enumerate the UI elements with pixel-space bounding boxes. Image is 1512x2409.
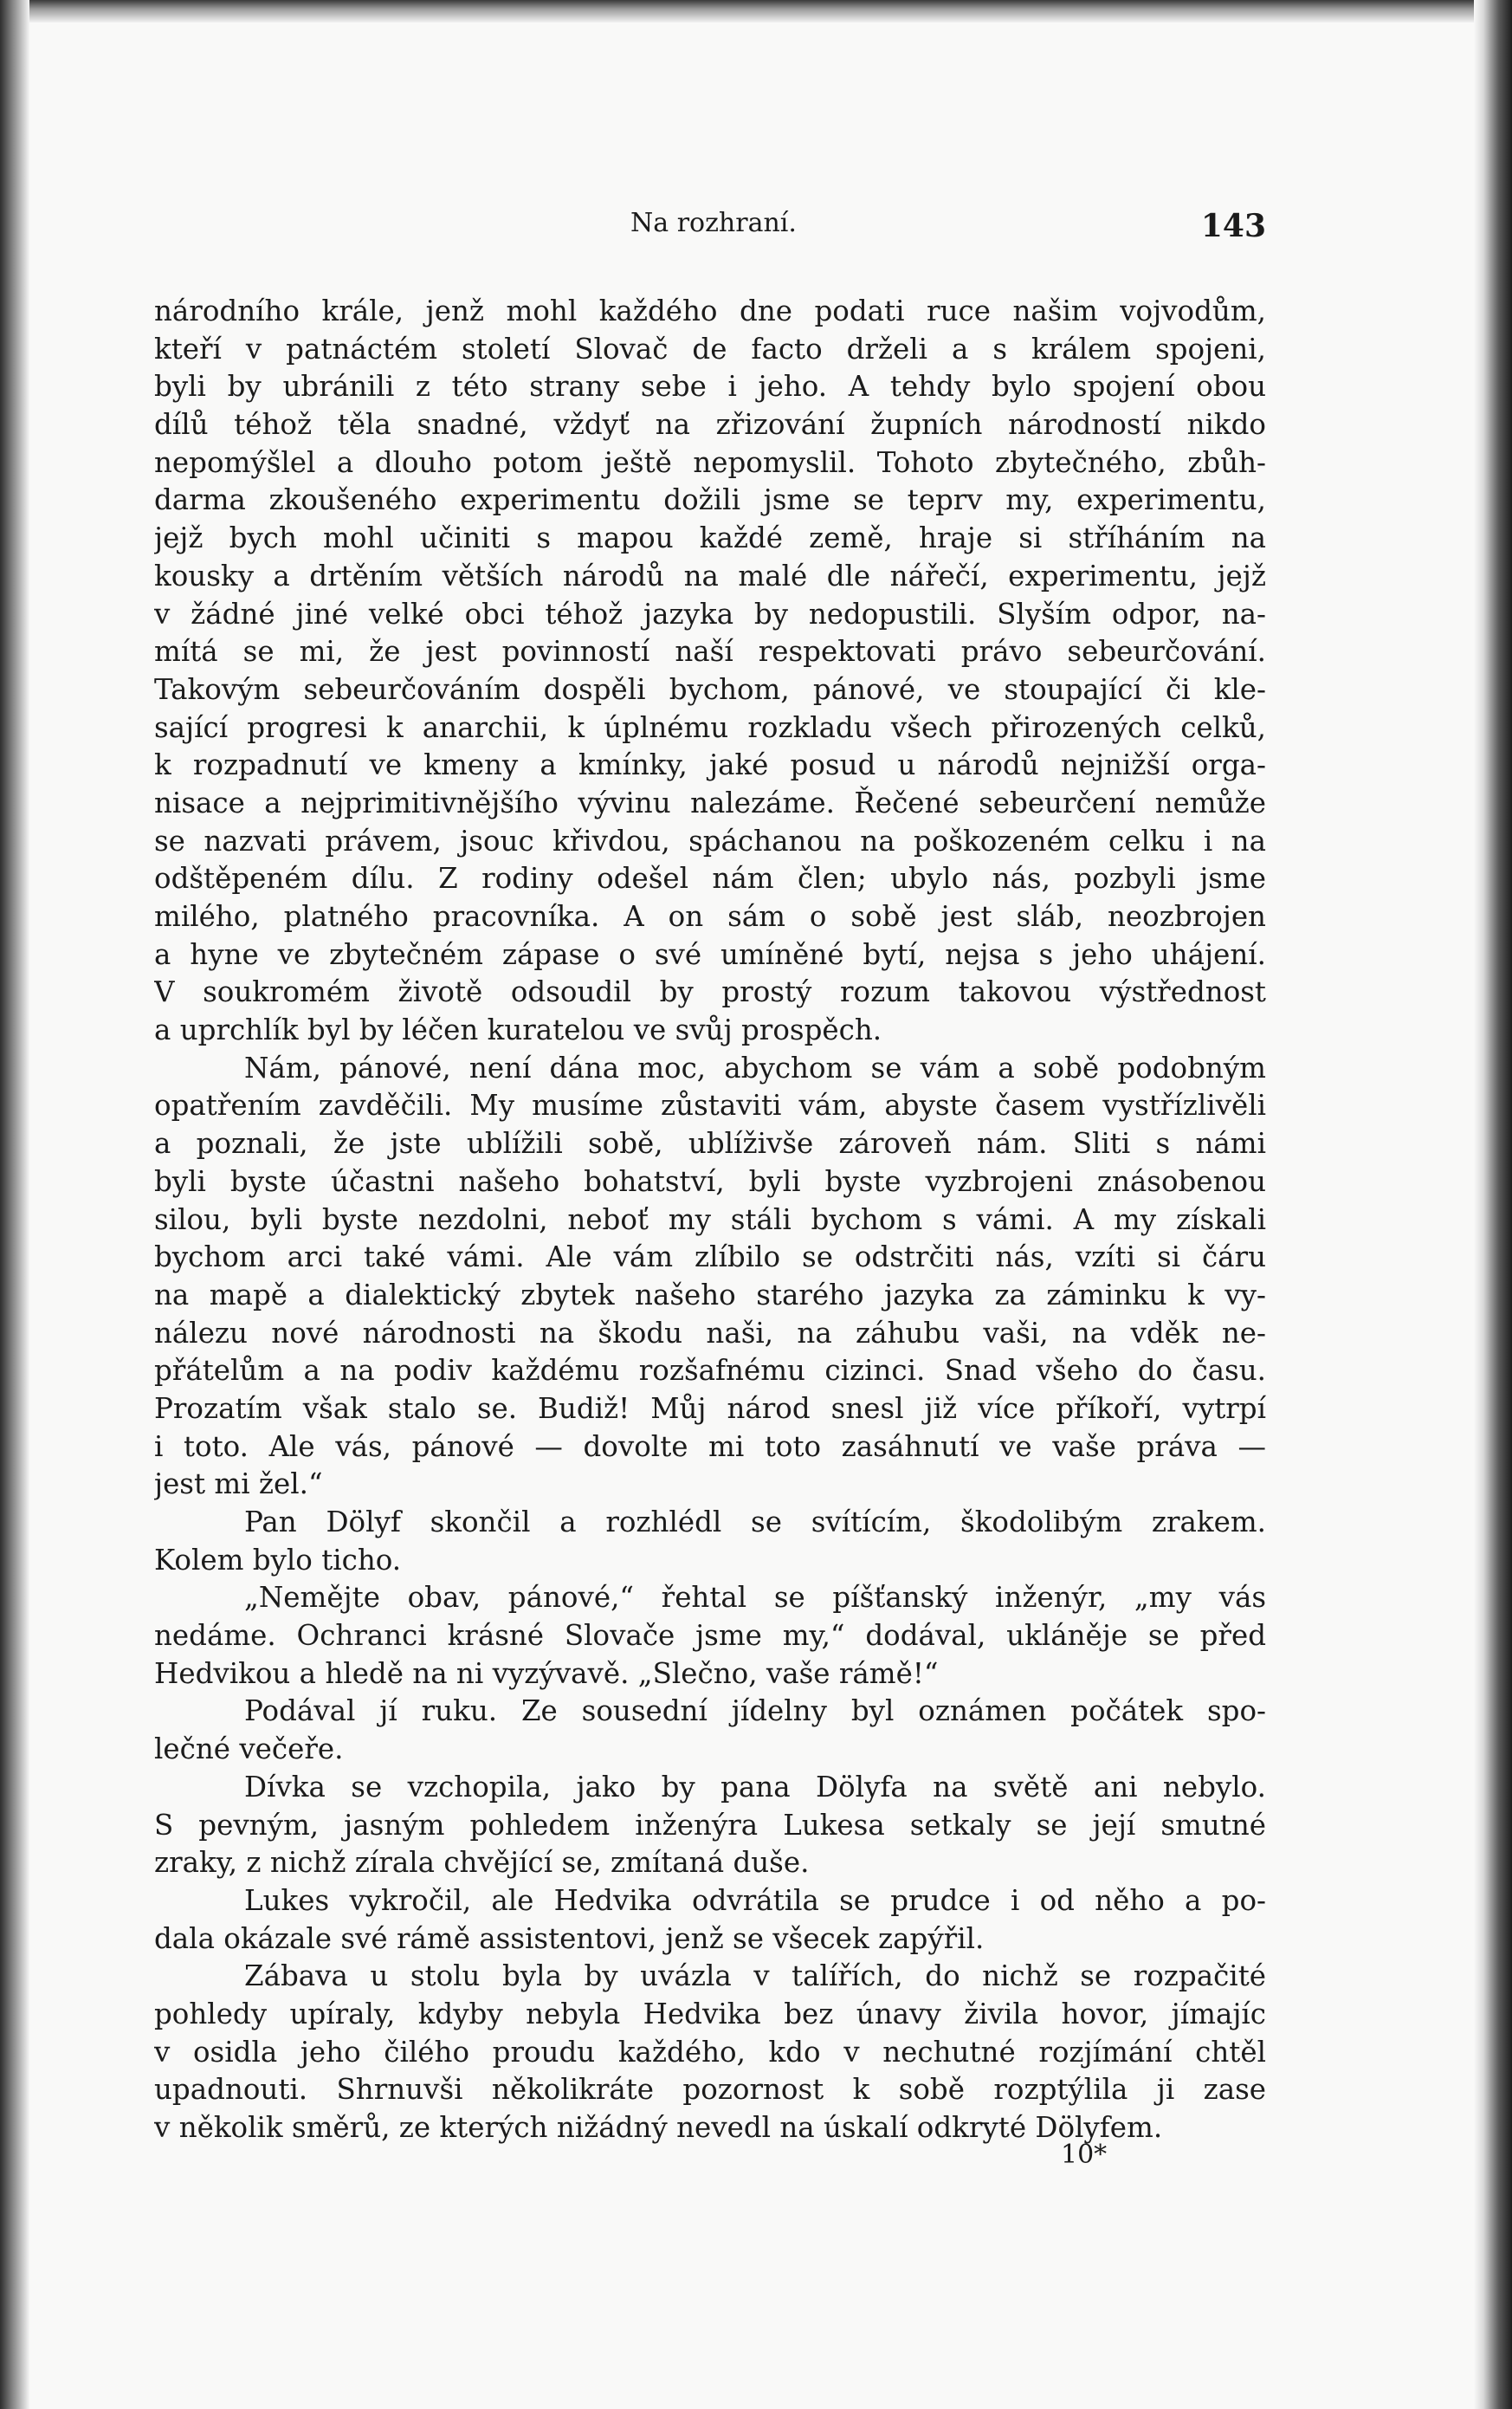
text-line: „Nemějte obav, pánové,“ řehtal se píšťanský inženýr, „my vás <box>244 1581 1266 1615</box>
text-line: Lukes vykročil, ale Hedvika odvrátila se prudce i od něho a po- <box>244 1883 1266 1917</box>
text-line: a hyne ve zbytečném zápase o své umíněné bytí, nejsa s jeho uhájení. <box>154 937 1266 971</box>
text-line: Podával jí ruku. Ze sousední jídelny byl oznámen počátek spo- <box>244 1694 1266 1728</box>
text-line: byli byste účastni našeho bohatství, byli byste vyzbrojeni znásobenou <box>154 1164 1266 1198</box>
text-line: upadnouti. Shrnuvši několikráte pozornost k sobě rozptýlila ji zase <box>154 2073 1266 2107</box>
text-line: V soukromém životě odsoudil by prostý rozum takovou výstřednost <box>154 975 1266 1009</box>
scan-edge-right <box>1474 0 1512 2409</box>
text-line: opatřením zavděčili. My musíme zůstaviti vám, abyste časem vystřízlivěli <box>154 1089 1266 1123</box>
text-line: v několik směrů, ze kterých nižádný nevedl na úskalí odkryté Dölyfem. <box>154 2111 1163 2144</box>
text-line: v žádné jiné velké obci téhož jazyka by nedopustili. Slyším odpor, na- <box>154 597 1266 631</box>
text-line: v osidla jeho čilého proudu každého, kdo v nechutné rozjímání chtěl <box>154 2035 1266 2069</box>
text-line: silou, byli byste nezdolni, neboť my stáli bychom s vámi. A my získali <box>154 1202 1266 1236</box>
text-line: pohledy upíraly, kdyby nebyla Hedvika bez únavy živila hovor, jímajíc <box>154 1997 1266 2030</box>
text-line: Pan Dölyf skončil a rozhlédl se svítícím, škodolibým zrakem. <box>244 1506 1266 1538</box>
text-line: a poznali, že jste ublížili sobě, ublíživše zároveň nám. Sliti s námi <box>154 1127 1266 1161</box>
text-line: nedáme. Ochranci krásné Slovače jsme my,“ dodával, ukláněje se před <box>154 1619 1266 1653</box>
text-line: mítá se mi, že jest povinností naší respektovati právo sebeurčování. <box>154 635 1266 669</box>
text-line: lečné večeře. <box>154 1732 344 1766</box>
text-line: a uprchlík byl by léčen kuratelou ve svůj prospěch. <box>154 1013 882 1047</box>
text-line: národního krále, jenž mohl každého dne podati ruce našim vojvodům, <box>154 295 1266 327</box>
text-line: byli by ubránili z této strany sebe i jeho. A tehdy bylo spojení obou <box>154 370 1266 404</box>
text-line: kousky a drtěním větších národů na malé dle nářečí, experimentu, jejž <box>154 559 1266 593</box>
text-line: se nazvati právem, jsouc křivdou, spáchanou na poškozeném celku i na <box>154 824 1266 858</box>
scan-edge-left <box>0 0 29 2409</box>
text-line: Prozatím však stalo se. Budiž! Můj národ snesl již více příkoří, vytrpí <box>154 1391 1266 1425</box>
page-number: 143 <box>1200 208 1266 244</box>
text-line: i toto. Ale vás, pánové — dovolte mi toto zasáhnutí ve vaše práva — <box>154 1429 1266 1463</box>
text-line: Takovým sebeurčováním dospěli bychom, pánové, ve stoupající či kle- <box>154 672 1266 706</box>
text-line: dílů téhož těla snadné, vždyť na zřizování župních národností nikdo <box>154 408 1266 442</box>
text-line: kteří v patnáctém století Slovač de facto drželi a s králem spojeni, <box>154 332 1266 366</box>
text-line: sající progresi k anarchii, k úplnému rozkladu všech přirozených celků, <box>154 710 1266 744</box>
text-line: Zábava u stolu byla by uvázla v talířích, do nichž se rozpačité <box>244 1959 1266 1993</box>
scan-edge-top <box>0 0 1512 23</box>
text-line: S pevným, jasným pohledem inženýra Lukesa setkaly se její smutné <box>154 1808 1266 1842</box>
text-line: odštěpeném dílu. Z rodiny odešel nám člen; ubylo nás, pozbyli jsme <box>154 862 1266 896</box>
text-line: jejž bych mohl učiniti s mapou každé země, hraje si stříháním na <box>154 521 1266 555</box>
running-title: Na rozhraní. <box>630 208 797 238</box>
text-line: Kolem bylo ticho. <box>154 1543 402 1577</box>
page-header <box>161 208 1266 251</box>
text-line: k rozpadnutí ve kmeny a kmínky, jaké posud u národů nejnižší orga- <box>154 748 1266 782</box>
text-line: Dívka se vzchopila, jako by pana Dölyfa na světě ani nebylo. <box>244 1770 1266 1804</box>
body-text <box>154 293 1266 2147</box>
text-line: nálezu nové národnosti na škodu naši, na záhubu vaši, na vděk ne- <box>154 1316 1266 1350</box>
text-line: nisace a nejprimitivnějšího vývinu nalezáme. Řečené sebeurčení nemůže <box>154 786 1266 819</box>
text-line: na mapě a dialektický zbytek našeho starého jazyka za záminku k vy- <box>154 1278 1266 1311</box>
text-line: přátelům a na podiv každému rozšafnému cizinci. Snad všeho do času. <box>154 1354 1266 1388</box>
text-line: bychom arci také vámi. Ale vám zlíbilo se odstrčiti nás, vzíti si čáru <box>154 1240 1266 1274</box>
text-line: Nám, pánové, není dána moc, abychom se vám a sobě podobným <box>244 1051 1266 1085</box>
text-line: dala okázale své rámě assistentovi, jenž se všecek zapýřil. <box>154 1921 985 1955</box>
text-line: milého, platného pracovníka. A on sám o sobě jest sláb, neozbrojen <box>154 900 1266 933</box>
text-line: jest mi žel.“ <box>154 1467 323 1501</box>
text-line: zraky, z nichž zírala chvějící se, zmítaná duše. <box>154 1846 810 1880</box>
text-line: Hedvikou a hledě na ni vyzývavě. „Slečno, vaše rámě!“ <box>154 1656 939 1690</box>
printer-signature-mark: 10* <box>1061 2140 1108 2170</box>
text-line: darma zkoušeného experimentu dožili jsme se teprv my, experimentu, <box>154 483 1266 517</box>
text-line: nepomýšlel a dlouho potom ještě nepomyslil. Tohoto zbytečného, zbůh- <box>154 445 1266 479</box>
